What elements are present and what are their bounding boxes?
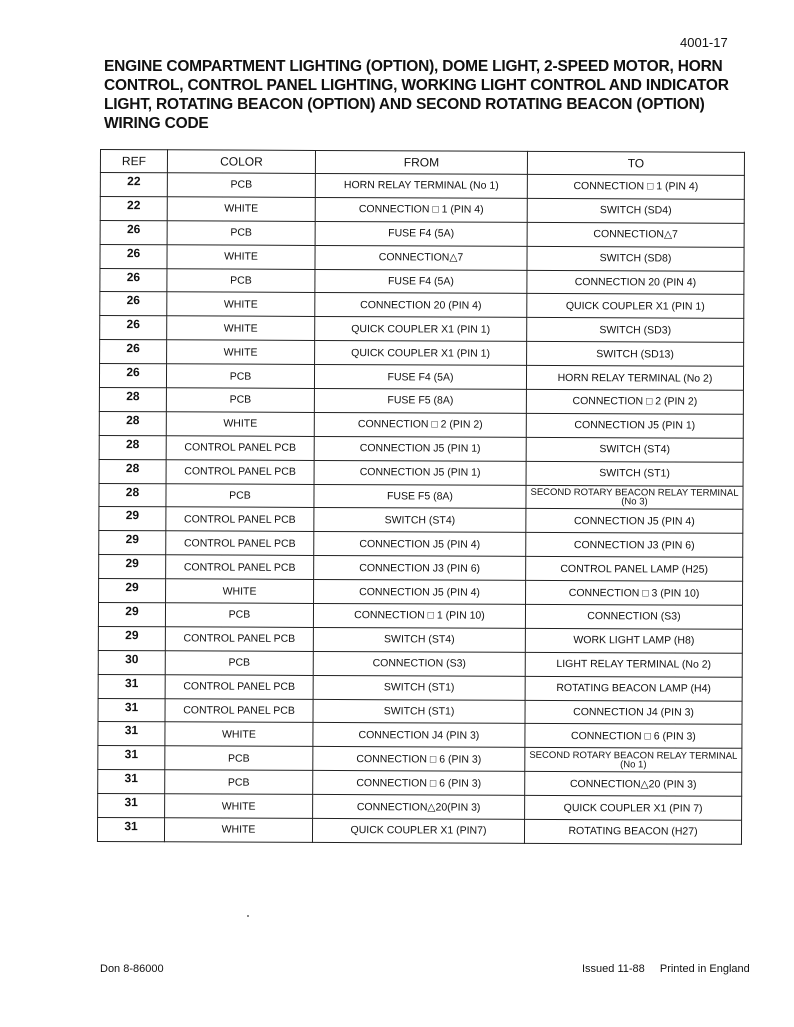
- cell-from: SWITCH (ST1): [313, 675, 525, 700]
- table-row: [100, 244, 744, 271]
- cell-color: PCB: [165, 770, 313, 795]
- cell-ref: 28: [99, 435, 166, 459]
- table-row: [98, 794, 742, 821]
- cell-from: CONNECTION □ 6 (PIN 3): [313, 747, 525, 772]
- cell-color: PCB: [167, 268, 315, 293]
- cell-ref: 26: [100, 292, 167, 316]
- cell-to: CONNECTION □ 1 (PIN 4): [527, 174, 744, 199]
- cell-color: WHITE: [167, 244, 315, 269]
- table-row: [99, 579, 743, 606]
- cell-to: CONTROL PANEL LAMP (H25): [526, 557, 743, 582]
- cell-ref: 26: [100, 244, 167, 268]
- cell-ref: 29: [98, 603, 165, 627]
- cell-color: CONTROL PANEL PCB: [166, 531, 314, 556]
- table-row: [99, 411, 743, 438]
- cell-to: SWITCH (ST1): [526, 461, 743, 486]
- cell-ref: 30: [98, 650, 165, 674]
- cell-to: CONNECTION □ 2 (PIN 2): [526, 389, 743, 414]
- table-row: [99, 531, 743, 558]
- table-row: [98, 650, 742, 677]
- cell-ref: 28: [99, 388, 166, 412]
- cell-from: CONNECTION J3 (PIN 6): [314, 556, 526, 581]
- cell-color: PCB: [165, 603, 313, 628]
- table-row: [99, 364, 743, 391]
- table-row: [98, 722, 742, 749]
- page-number: 4001-17: [680, 35, 728, 50]
- cell-from: FUSE F4 (5A): [315, 269, 527, 294]
- cell-from: CONNECTION△7: [315, 245, 527, 270]
- cell-from: CONNECTION (S3): [313, 651, 525, 676]
- column-header-to: TO: [527, 151, 744, 175]
- cell-color: CONTROL PANEL PCB: [165, 698, 313, 723]
- cell-from: CONNECTION 20 (PIN 4): [315, 293, 527, 318]
- printed-location: Printed in England: [659, 963, 750, 975]
- cell-to: ROTATING BEACON LAMP (H4): [525, 676, 742, 701]
- table-row: [100, 340, 744, 367]
- cell-ref: 31: [98, 794, 165, 818]
- table-row: [99, 435, 743, 462]
- cell-ref: 26: [100, 220, 167, 244]
- table-row: [100, 196, 744, 223]
- cell-color: PCB: [165, 746, 313, 771]
- cell-to: SWITCH (SD3): [527, 318, 744, 343]
- column-header-color: COLOR: [167, 150, 315, 174]
- cell-to: SWITCH (SD8): [527, 246, 744, 271]
- cell-to: SWITCH (SD4): [527, 198, 744, 223]
- cell-to: CONNECTION □ 6 (PIN 3): [525, 724, 742, 749]
- cell-to: CONNECTION J4 (PIN 3): [525, 700, 742, 725]
- cell-color: PCB: [166, 388, 314, 413]
- cell-color: WHITE: [167, 292, 315, 317]
- cell-color: PCB: [167, 173, 315, 198]
- cell-from: CONNECTION△20(PIN 3): [313, 795, 525, 820]
- cell-from: CONNECTION □ 1 (PIN 4): [315, 197, 527, 222]
- cell-to: CONNECTION □ 3 (PIN 10): [526, 581, 743, 606]
- table-row: [98, 770, 742, 797]
- cell-to: WORK LIGHT LAMP (H8): [525, 628, 742, 653]
- cell-ref: 28: [99, 483, 166, 507]
- cell-from: CONNECTION □ 2 (PIN 2): [314, 412, 526, 437]
- cell-from: CONNECTION □ 6 (PIN 3): [313, 771, 525, 796]
- table-header-row: [100, 150, 744, 176]
- cell-color: CONTROL PANEL PCB: [165, 627, 313, 652]
- cell-ref: 31: [98, 746, 165, 770]
- cell-color: PCB: [165, 651, 313, 676]
- cell-to: CONNECTION△20 (PIN 3): [525, 772, 742, 797]
- table-row: [98, 746, 742, 773]
- cell-from: SWITCH (ST4): [313, 627, 525, 652]
- cell-to: ROTATING BEACON (H27): [524, 819, 741, 844]
- cell-to: SWITCH (ST4): [526, 437, 743, 462]
- cell-from: FUSE F5 (8A): [314, 388, 526, 413]
- cell-ref: 29: [98, 626, 165, 650]
- cell-color: CONTROL PANEL PCB: [166, 459, 314, 484]
- cell-ref: 22: [100, 196, 167, 220]
- table-row: [99, 507, 743, 534]
- footer-info: [582, 963, 750, 975]
- cell-ref: 31: [98, 722, 165, 746]
- table-row: [98, 603, 742, 630]
- cell-to: QUICK COUPLER X1 (PIN 7): [525, 796, 742, 821]
- table-row: [100, 316, 744, 343]
- page-title: ENGINE COMPARTMENT LIGHTING (OPTION), DOME LIGHT, 2-SPEED MOTOR, HORN CONTROL, CONTROL PANEL LIGHTING, WORKING LIGHT CONTROL AND INDICATOR LIGHT, ROTATING BEACON (OPTION) AND SECOND ROTATING BEACON (OPTION) WIRING CODE: [104, 58, 729, 132]
- cell-color: WHITE: [167, 316, 315, 341]
- table-row: [99, 555, 743, 582]
- cell-ref: 29: [99, 555, 166, 579]
- cell-to: SECOND ROTARY BEACON RELAY TERMINAL (No 1): [525, 748, 742, 773]
- column-header-from: FROM: [315, 150, 527, 174]
- cell-color: CONTROL PANEL PCB: [166, 507, 314, 532]
- cell-ref: 28: [99, 459, 166, 483]
- cell-ref: 31: [97, 818, 164, 842]
- cell-ref: 26: [99, 364, 166, 388]
- cell-from: SWITCH (ST4): [314, 508, 526, 533]
- table-row: [99, 483, 743, 510]
- cell-to: CONNECTION△7: [527, 222, 744, 247]
- cell-color: PCB: [167, 221, 315, 246]
- table-row: [99, 388, 743, 415]
- cell-ref: 22: [100, 173, 167, 197]
- cell-color: WHITE: [166, 412, 314, 437]
- cell-to: CONNECTION J3 (PIN 6): [526, 533, 743, 558]
- table-body: [97, 173, 744, 845]
- cell-from: QUICK COUPLER X1 (PIN 1): [315, 341, 527, 366]
- cell-ref: 26: [100, 268, 167, 292]
- table-row: [98, 626, 742, 653]
- cell-from: QUICK COUPLER X1 (PIN 1): [315, 317, 527, 342]
- table-row: [97, 818, 741, 845]
- cell-ref: 29: [99, 579, 166, 603]
- cell-color: WHITE: [165, 722, 313, 747]
- cell-color: WHITE: [166, 579, 314, 604]
- cell-to: SECOND ROTARY BEACON RELAY TERMINAL (No 3): [526, 485, 743, 510]
- cell-from: CONNECTION J5 (PIN 4): [314, 532, 526, 557]
- document-code: Don 8-86000: [100, 963, 164, 975]
- cell-color: WHITE: [165, 794, 313, 819]
- table-row: [98, 698, 742, 725]
- issue-date: Issued 11-88: [582, 963, 645, 975]
- cell-color: PCB: [166, 483, 314, 508]
- cell-from: QUICK COUPLER X1 (PIN7): [312, 818, 524, 843]
- cell-to: LIGHT RELAY TERMINAL (No 2): [525, 652, 742, 677]
- cell-to: HORN RELAY TERMINAL (No 2): [526, 365, 743, 390]
- cell-from: CONNECTION J4 (PIN 3): [313, 723, 525, 748]
- table-row: [98, 674, 742, 701]
- cell-from: CONNECTION J5 (PIN 1): [314, 460, 526, 485]
- cell-from: SWITCH (ST1): [313, 699, 525, 724]
- table-row: [100, 292, 744, 319]
- table-row: [100, 220, 744, 247]
- cell-ref: 26: [100, 340, 167, 364]
- cell-color: WHITE: [167, 197, 315, 222]
- cell-from: FUSE F5 (8A): [314, 484, 526, 509]
- table-row: [100, 173, 744, 200]
- cell-ref: 29: [99, 507, 166, 531]
- cell-to: CONNECTION J5 (PIN 1): [526, 413, 743, 438]
- cell-ref: 29: [99, 531, 166, 555]
- cell-from: CONNECTION □ 1 (PIN 10): [313, 603, 525, 628]
- cell-from: HORN RELAY TERMINAL (No 1): [315, 173, 527, 198]
- cell-from: CONNECTION J5 (PIN 1): [314, 436, 526, 461]
- cell-ref: 31: [98, 674, 165, 698]
- cell-ref: 31: [98, 770, 165, 794]
- cell-to: CONNECTION J5 (PIN 4): [526, 509, 743, 534]
- cell-to: SWITCH (SD13): [527, 342, 744, 367]
- cell-to: CONNECTION (S3): [525, 604, 742, 629]
- scan-speck: [247, 915, 249, 917]
- cell-to: CONNECTION 20 (PIN 4): [527, 270, 744, 295]
- cell-ref: 28: [99, 411, 166, 435]
- cell-from: CONNECTION J5 (PIN 4): [314, 580, 526, 605]
- table-row: [100, 268, 744, 295]
- cell-color: CONTROL PANEL PCB: [166, 555, 314, 580]
- cell-ref: 26: [100, 316, 167, 340]
- cell-from: FUSE F4 (5A): [315, 221, 527, 246]
- cell-color: CONTROL PANEL PCB: [165, 674, 313, 699]
- cell-color: WHITE: [167, 340, 315, 365]
- cell-color: CONTROL PANEL PCB: [166, 436, 314, 461]
- wiring-code-table: [97, 149, 745, 845]
- column-header-ref: REF: [100, 150, 167, 173]
- cell-color: PCB: [166, 364, 314, 389]
- cell-color: WHITE: [164, 818, 312, 843]
- cell-from: FUSE F4 (5A): [314, 365, 526, 390]
- table-row: [99, 459, 743, 486]
- cell-ref: 31: [98, 698, 165, 722]
- cell-to: QUICK COUPLER X1 (PIN 1): [527, 294, 744, 319]
